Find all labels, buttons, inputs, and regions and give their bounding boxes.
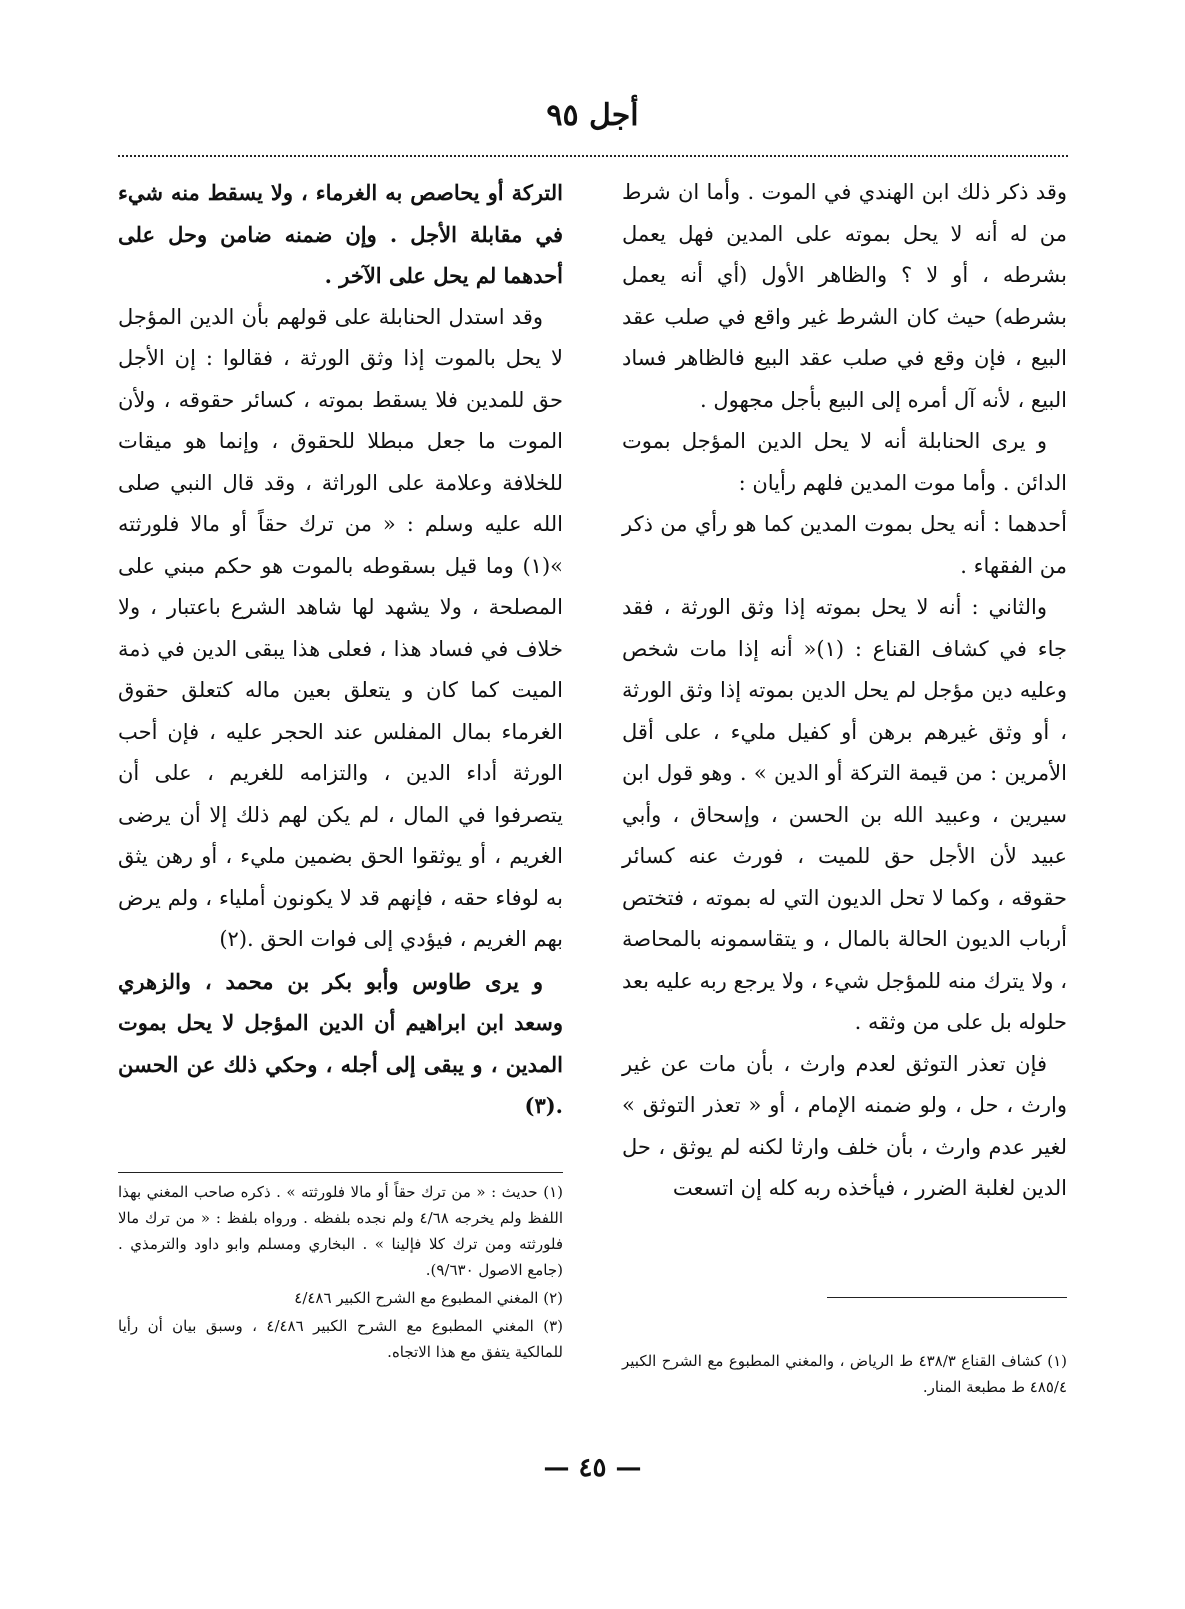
paragraph: وقد ذكر ذلك ابن الهندي في الموت . وأما ان شرط من له أنه لا يحل بموته على المدين فهل يعمل بشرطه ، أو لا ؟ والظاهر الأول (أي أنه يعمل بشرطه) حيث كان الشرط غير واقع في صلب عقد البيع ، فإن وقع في صلب عقد البيع فالظاهر فساد البيع ، لأنه آل أمره إلى البيع بأجل مجهول . (622, 180, 1067, 412)
header-dotted-rule (118, 155, 1068, 157)
footnote: (١) كشاف القناع ٤٣٨/٣ ط الرياض ، والمغني المطبوع مع الشرح الكبير ٤٨٥/٤ ط مطبعة المنار. (622, 1352, 1067, 1396)
footnote: (١) حديث : « من ترك حقاً أو مالا فلورثته » . ذكره صاحب المغني بهذا اللفظ ولم يخرجه ٤/٦٨ ولم نجده بلفظه . ورواه بلفظ : « من ترك مالا فلورثته ومن ترك كلا فإلينا » . البخاري ومسلم وابو داود والترمذي . (جامع الاصول ٩/٦٣٠). (118, 1183, 563, 1279)
right-footnotes (622, 1348, 1067, 1402)
left-footnotes (118, 1172, 563, 1367)
footnote-separator (827, 1297, 1067, 1298)
paragraph: أحدهما : أنه يحل بموت المدين كما هو رأي من ذكر من الفقهاء . (622, 512, 1067, 578)
left-column (118, 172, 563, 1127)
paragraph: و يرى طاوس وأبو بكر بن محمد ، والزهري وسعد ابن ابراهيم أن الدين المؤجل لا يحل بموت المدين ، و يبقى إلى أجله ، وحكي ذلك عن الحسن .(٣) (118, 968, 563, 1118)
paragraph: فإن تعذر التوثق لعدم وارث ، بأن مات عن غير وارث ، حل ، ولو ضمنه الإمام ، أو « تعذر التوثق » لغير عدم وارث ، بأن خلف وارثا لكنه لم يوثق ، حل الدين لغلبة الضرر ، فيأخذه ربه كله إن اتسعت (622, 1051, 1067, 1200)
paragraph: والثاني : أنه لا يحل بموته إذا وثق الورثة ، فقد جاء في كشاف القناع : (١)« أنه إذا مات شخص وعليه دين مؤجل لم يحل الدين بموته إذا وثق الورثة ، أو وثق غيرهم برهن أو كفيل مليء ، على أقل الأمرين : من قيمة التركة أو الدين » . وهو قول ابن سيرين ، وعبيد الله بن الحسن ، وإسحاق ، وأبي عبيد لأن الأجل حق للميت ، فورث عنه كسائر حقوقه ، وكما لا تحل الديون التي له بموته ، فتختص أرباب الديون الحالة بالمال ، و يتقاسمونه بالمحاصة ، ولا يترك منه للمؤجل شيء ، ولا يرجع ربه عليه بعد حلوله بل على من وثقه . (622, 595, 1067, 1034)
footnote: (٢) المغني المطبوع مع الشرح الكبير ٤/٤٨٦ (294, 1289, 563, 1307)
right-column (622, 172, 1067, 1210)
paragraph: وقد استدل الحنابلة على قولهم بأن الدين المؤجل لا يحل بالموت إذا وثق الورثة ، فقالوا : إن الأجل حق للمدين فلا يسقط بموته ، كسائر حقوقه ، ولأن الموت ما جعل مبطلا للحقوق ، وإنما هو ميقات للخلافة وعلامة على الوراثة ، وقد قال النبي صلى الله عليه وسلم : « من ترك حقاً أو مالا فلورثته »(١) وما قيل بسقوطه بالموت هو حكم مبني على المصلحة ، ولا يشهد لها شاهد الشرع باعتبار ، ولا خلاف في فساد هذا ، فعلى هذا يبقى الدين في ذمة الميت كما كان و يتعلق بعين ماله كتعلق حقوق الغرماء بمال المفلس عند الحجر عليه ، فإن أحب الورثة أداء الدين ، والتزامه للغريم ، على أن يتصرفوا في المال ، لم يكن لهم ذلك إلا أن يرضى الغريم ، أو يوثقوا الحق بضمين مليء ، أو رهن يثق به لوفاء حقه ، فإنهم قد لا يكونون أملياء ، ولم يرض بهم الغريم ، فيؤدي إلى فوات الحق .(٢) (118, 304, 563, 951)
paragraph: و يرى الحنابلة أنه لا يحل الدين المؤجل بموت الدائن . وأما موت المدين فلهم رأيان : (622, 429, 1067, 495)
footnote: (٣) المغني المطبوع مع الشرح الكبير ٤/٤٨٦ ، وسبق بيان أن رأيا للمالكية يتفق مع هذا الاتجاه. (118, 1317, 563, 1361)
paragraph: التركة أو يحاصص به الغرماء ، ولا يسقط منه شيء في مقابلة الأجل . وإن ضمنه ضامن وحل على أحدهما لم يحل على الآخر . (118, 180, 563, 288)
page-number: — ٤٥ — (543, 1453, 642, 1483)
running-header: أجل ٩٥ (546, 98, 639, 133)
